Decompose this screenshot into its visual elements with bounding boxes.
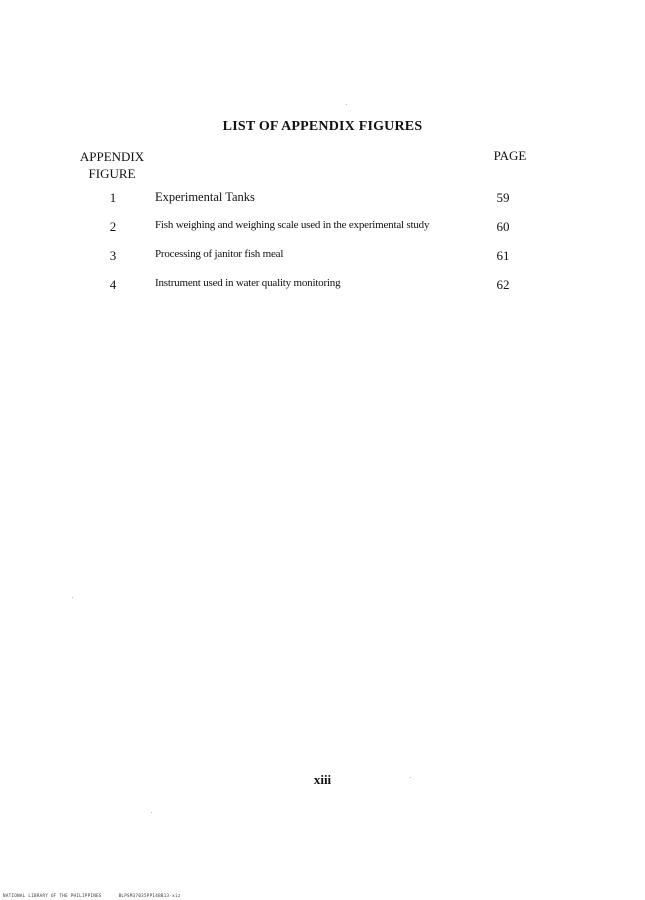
- scan-footer: [3, 893, 181, 898]
- figure-caption: Instrument used in water quality monitoring: [155, 277, 341, 289]
- scan-speck: [346, 104, 347, 105]
- figure-caption: Experimental Tanks: [155, 190, 255, 204]
- figure-number: 1: [109, 190, 117, 205]
- column-header-page: PAGE: [493, 148, 527, 163]
- footer-library: NATIONAL LIBRARY OF THE PHILIPPINES: [3, 893, 102, 898]
- list-item: [0, 190, 645, 210]
- column-header-appendix-figure: [78, 148, 146, 182]
- page-number: 60: [496, 219, 510, 234]
- page-number: 59: [496, 190, 510, 205]
- figure-caption: Fish weighing and weighing scale used in the experimental study: [155, 219, 430, 231]
- figure-number: 2: [109, 219, 117, 234]
- footer-code: BLPSM37035PP14BB13-xiz: [118, 893, 181, 898]
- figure-number: 3: [109, 248, 117, 263]
- page-number: 62: [496, 277, 510, 292]
- figure-caption: Processing of janitor fish meal: [155, 248, 284, 260]
- page-title: LIST OF APPENDIX FIGURES: [222, 119, 423, 134]
- list-item: [0, 277, 645, 297]
- list-item: [0, 248, 645, 268]
- scan-speck: [151, 812, 152, 813]
- page-folio: xiii: [313, 772, 332, 787]
- figure-number: 4: [109, 277, 117, 292]
- column-header-line-1: APPENDIX: [79, 149, 145, 164]
- page-number: 61: [496, 248, 510, 263]
- scan-speck: [410, 777, 411, 778]
- column-header-line-2: FIGURE: [88, 166, 136, 181]
- list-item: [0, 219, 645, 239]
- scan-speck: [72, 597, 73, 598]
